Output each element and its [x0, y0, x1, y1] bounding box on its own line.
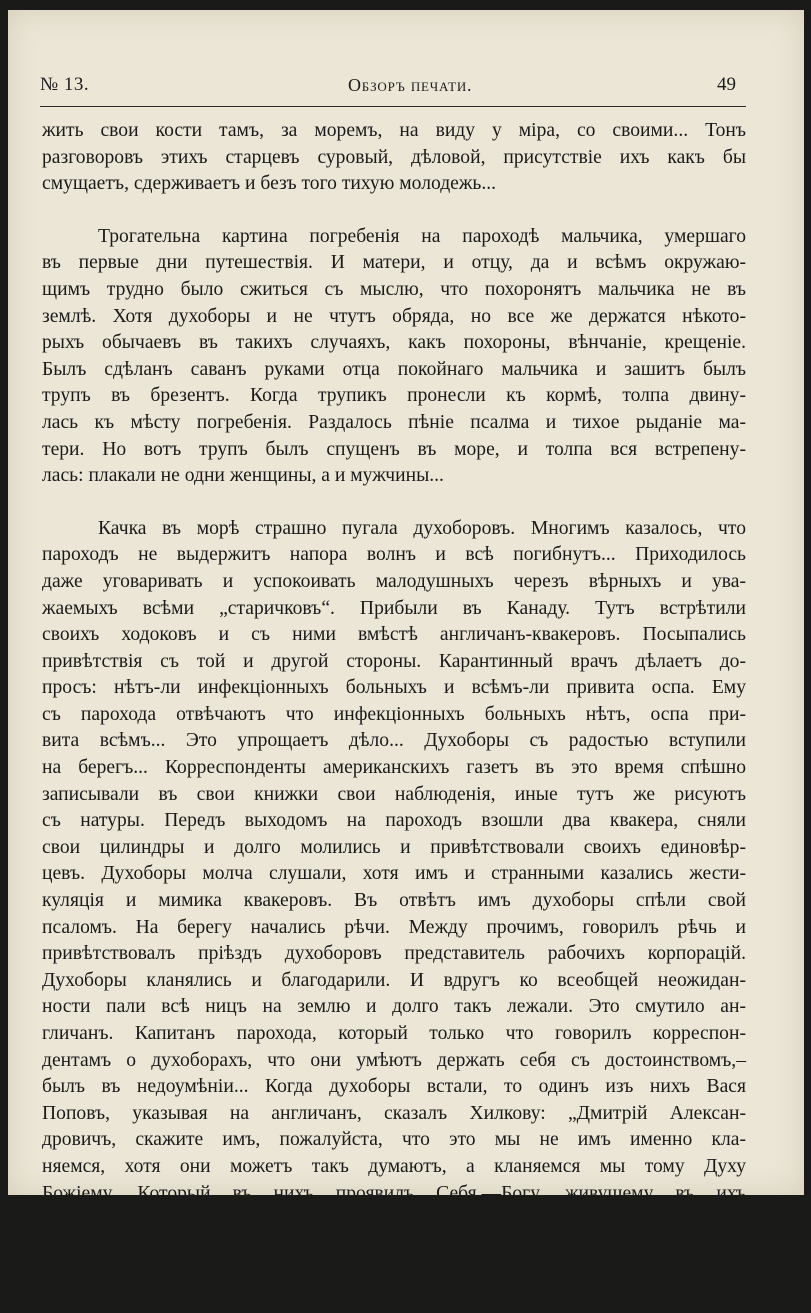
text-line: въ первые дни путешествія. И матери, и отцу, да и всѣмъ окружаю- — [42, 252, 746, 274]
text-line: пароходъ не выдержитъ напора волнъ и всѣ погибнутъ... Приходилось — [42, 544, 746, 566]
text-line: Духоборы кланялись и благодарили. И вдругъ ко всеобщей неожидан- — [42, 969, 746, 991]
paragraph — [42, 224, 746, 490]
text-line: на берегъ... Корреспонденты американскихъ газетъ въ это время спѣшно — [42, 757, 746, 779]
text-line: лась: плакали не одни женщины, а и мужчины... — [42, 465, 444, 487]
text-line: жить свои кости тамъ, за моремъ, на виду у міра, со своими... Тонъ — [42, 120, 746, 141]
text-line: дентамъ о духоборахъ, что они умѣютъ держать себя съ достоинствомъ,– — [42, 1049, 746, 1071]
text-line: Поповъ, указывая на англичанъ, сказалъ Хилкову: „Дмитрій Алексан- — [42, 1102, 746, 1124]
page-number: 49 — [717, 74, 736, 95]
text-line: привѣтствовалъ пріѣздъ духоборовъ представитель рабочихъ корпорацій. — [42, 943, 746, 965]
text-line: землѣ. Хотя духоборы и не чтутъ обряда, но все же держатся нѣкото- — [42, 305, 746, 327]
text-line: Божіему, Который въ нихъ проявилъ Себя,—Богу, живущему въ ихъ — [42, 1182, 746, 1204]
text-line: Былъ сдѣланъ саванъ руками отца покойнаго мальчика и зашитъ былъ — [42, 358, 746, 380]
text-line: рыхъ обычаевъ въ такихъ случаяхъ, какъ похороны, вѣнчаніе, крещеніе. — [42, 332, 746, 354]
text-line: смущаетъ, сдерживаетъ и безъ того тихую молодежь... — [42, 173, 497, 195]
text-line: щимъ трудно было сжиться съ мыслю, что похоронятъ мальчика не въ — [42, 278, 746, 300]
running-header — [38, 70, 738, 104]
text-line: сердцахъ и повелѣвшему имъ принять насъ къ себѣ за братьевъ въ свой — [42, 1209, 746, 1231]
text-line: своихъ ходоковъ и съ ними вмѣстѣ англичанъ-квакеровъ. Посыпались — [42, 624, 746, 646]
text-line: куляція и мимика квакеровъ. Въ отвѣтъ имъ духоборы спѣли свой — [42, 890, 746, 912]
text-line: съ парохода отвѣчаютъ что инфекціонныхъ больныхъ нѣтъ, оспа при- — [42, 703, 746, 725]
text-line: встрепенулись, всѣ одобрительно кивали головами... — [42, 1262, 483, 1284]
text-line: разговоровъ этихъ старцевъ суровый, дѣловой, присутствіе ихъ какъ бы — [42, 146, 746, 168]
text-line: съ натуры. Передъ выходомъ на пароходъ взошли два квакера, сняли — [42, 810, 746, 832]
text-line: просъ: нѣтъ-ли инфекціонныхъ больныхъ и всѣмъ-ли привита оспа. Ему — [42, 677, 746, 699]
text-line: Трогательна картина погребенія на пароходѣ мальчика, умершаго — [98, 225, 746, 247]
text-line: ности пали всѣ ницъ на землю и долго такъ лежали. Это смутило ан- — [42, 996, 746, 1018]
text-line: дровичъ, скажите имъ, пожалуйста, что это мы не имъ именно кла- — [42, 1129, 746, 1151]
book-page — [8, 10, 804, 1284]
text-line: жаемыхъ всѣми „старичковъ“. Прибыли въ Канаду. Тутъ встрѣтили — [42, 597, 746, 619]
text-line: псаломъ. На берегу начались рѣчи. Между прочимъ, говорилъ рѣчь и — [42, 916, 746, 938]
issue-number: № 13. — [40, 74, 90, 95]
text-line: былъ въ недоумѣніи... Когда духоборы встали, то одинъ изъ нихъ Вася — [42, 1076, 746, 1098]
text-line: привѣтствія съ той и другой стороны. Карантинный врачъ дѣлаетъ до- — [42, 650, 746, 672]
header-rule — [40, 106, 746, 107]
text-line: гличанъ. Капитанъ парохода, который только что говорилъ корреспон- — [42, 1023, 746, 1044]
text-line: свои цилиндры и долго молились и привѣтствовали своихъ единовѣр- — [42, 836, 746, 858]
text-line: лась къ мѣсту погребенія. Раздалось пѣніе псалма и тихое рыданіе ма- — [42, 411, 746, 433]
text-line: домъ, кланяемся мы“... Хилковъ перевелъ эти слова англичанамъ. И всѣ — [42, 1235, 746, 1257]
text-line: Качка въ морѣ страшно пугала духоборовъ. Многимъ казалось, что — [98, 517, 746, 539]
text-line: даже уговаривать и успокоивать малодушныхъ черезъ вѣрныхъ и ува- — [42, 570, 746, 592]
running-title: Обзоръ печати. — [348, 75, 473, 95]
paragraph — [42, 118, 746, 198]
text-line: цевъ. Духоборы молча слушали, хотя имъ и странными казались жести- — [42, 863, 746, 885]
text-line: вита всѣмъ... Это упрощаетъ дѣло... Духоборы съ радостью вступили — [42, 730, 746, 752]
article-body — [42, 118, 746, 1313]
text-line: няемся, хотя они можетъ такъ думаютъ, а кланяемся мы тому Духу — [42, 1155, 746, 1177]
paragraph — [42, 516, 746, 1287]
text-line: трупъ въ брезентъ. Когда трупикъ пронесли къ кормѣ, толпа двину- — [42, 385, 746, 407]
text-line: записывали въ свои книжки свои наблюденія, иные тутъ же рисуютъ — [42, 783, 746, 805]
text-line: тери. Но вотъ трупъ былъ спущенъ въ море, и толпа вся встрепену- — [42, 438, 746, 460]
